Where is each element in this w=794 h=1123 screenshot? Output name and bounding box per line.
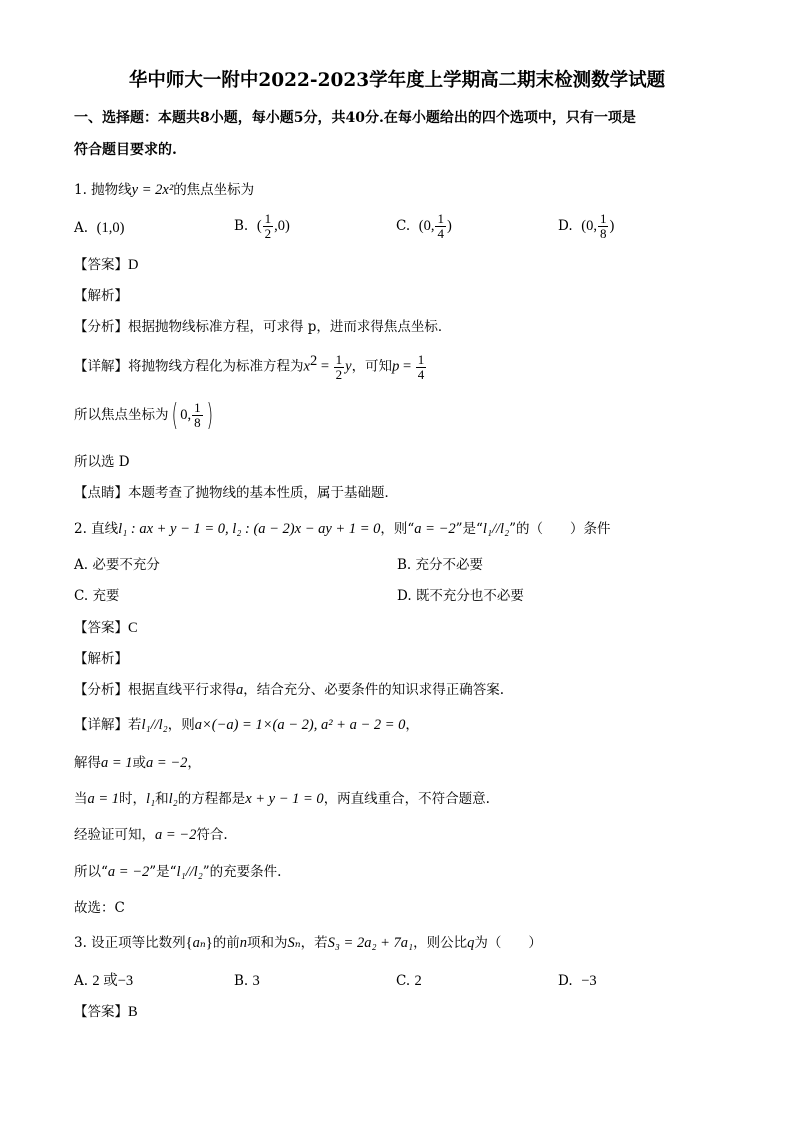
q1-stem-math: y = 2x² [131, 182, 174, 198]
q2-analysis-tag: 【解析】 [74, 651, 128, 667]
q1-xiangjie: 【详解】将抛物线方程化为标准方程为$x^2$ = $\frac{1}{2}$ y，可知p = $\frac{1}{4}$ [74, 351, 425, 382]
q3-stem: 3. 设正项等比数列{aₙ}的前n项和为Sₙ，若S₃ = 2a₂ + 7a₁，则公比q为（ ） [74, 935, 542, 951]
q1-option-d: D. (0, $\frac{1}{8}$ ) [558, 211, 615, 241]
q1-stem: 1. 抛物线y = 2x²的焦点坐标为 [74, 182, 255, 198]
q1-option-c: C. (0, $\frac{1}{4}$ ) [396, 211, 452, 241]
q3-option-d: D. −3 [558, 973, 597, 989]
section-heading-line1: 一、选择题：本题共8小题，每小题5分，共40分.在每小题给出的四个选项中，只有一项是 [74, 110, 636, 126]
q1-answer: 【答案】D [74, 257, 139, 273]
q3-answer: 【答案】B [74, 1004, 138, 1020]
section-heading-line2: 符合题目要求的. [74, 142, 177, 158]
q2-choose: 故选：C [74, 900, 125, 916]
q1-choose: 所以选 D [74, 454, 130, 470]
q2-conclusion: 所以“a = −2”是“l₁//l₂”的充要条件. [74, 864, 282, 880]
q1-focus-fraction: $\frac{1}{8}$ [194, 400, 201, 430]
q3-option-a: A. 2 或−3 [74, 973, 134, 989]
q1-option-d-fraction: $\frac{1}{8}$ [599, 211, 607, 241]
q1-focus: 所以焦点坐标为( 0, $\frac{1}{8}$ ) [74, 397, 213, 433]
q1-dianjing: 【点睛】本题考查了抛物线的基本性质，属于基础题． [74, 485, 398, 501]
q1-xiangjie-fraction-quarter: $\frac{1}{4}$ [417, 351, 425, 382]
q1-analysis-tag: 【解析】 [74, 288, 128, 304]
q2-answer: 【答案】C [74, 620, 138, 636]
q1-option-a: A. (1,0) [74, 220, 125, 236]
q2-option-d: D. 既不充分也不必要 [397, 588, 524, 604]
q3-option-c: C. 2 [396, 973, 422, 989]
q2-when: 当a = 1时，l₁和l₂的方程都是x + y − 1 = 0，两直线重合，不符合题意. [74, 791, 490, 807]
q2-fenxi: 【分析】根据直线平行求得a，结合充分、必要条件的知识求得正确答案. [74, 682, 505, 698]
q2-solve: 解得a = 1或a = −2， [74, 755, 201, 771]
q2-check: 经验证可知，a = −2符合. [74, 827, 228, 843]
q2-xiangjie: 【详解】若l₁//l₂，则a×(−a) = 1×(a − 2), a² + a − 2 = 0， [74, 717, 419, 733]
q3-option-b: B. 3 [234, 973, 260, 989]
q1-xiangjie-fraction-half: $\frac{1}{2}$ [335, 351, 343, 382]
q2-stem: 2. 直线l₁ : ax + y − 1 = 0, l₂ : (a − 2)x − ay + 1 = 0，则“a = −2”是“l₁//l₂”的（ ）条件 [74, 521, 611, 537]
page-title: 华中师大一附中2022-2023学年度上学期高二期末检测数学试题 [128, 70, 666, 91]
q2-option-a: A. 必要不充分 [74, 557, 160, 573]
q1-option-b-fraction: $\frac{1}{2}$ [264, 211, 272, 241]
q1-option-c-fraction: $\frac{1}{4}$ [437, 211, 444, 241]
q1-fenxi: 【分析】根据抛物线标准方程，可求得 p，进而求得焦点坐标． [74, 319, 452, 335]
q2-option-c: C. 充要 [74, 588, 120, 604]
q1-option-b: B. ( $\frac{1}{2}$ ,0) [234, 211, 290, 241]
q2-option-b: B. 充分不必要 [397, 557, 484, 573]
